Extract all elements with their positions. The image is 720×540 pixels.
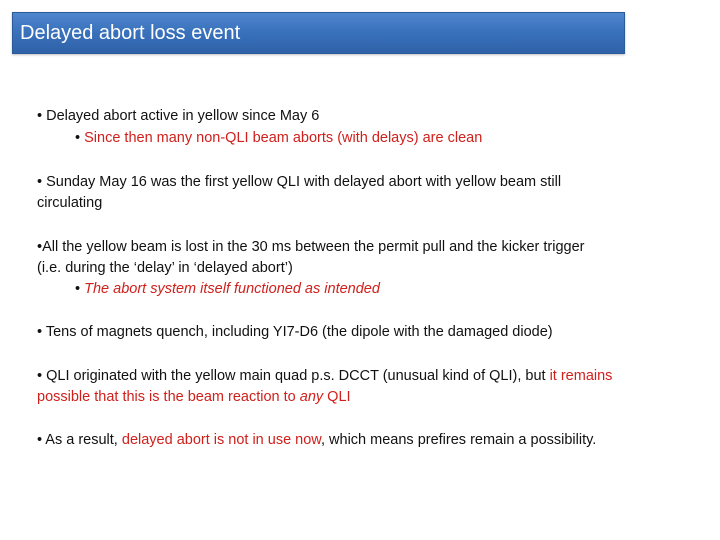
sub-bullet-marker: •: [75, 281, 81, 297]
bullet-sunday-line1: • Sunday May 16 was the first yellow QLI with delayed abort with yellow beam still: [37, 174, 562, 190]
bullet-qli-origin-line1: [37, 366, 612, 386]
qli-origin-line2-suffix: QLI: [323, 389, 351, 405]
sub-bullet-clean-aborts: [75, 128, 482, 148]
bullet-beam-lost-line1: •All the yellow beam is lost in the 30 ms between the permit pull and the kicker trigger: [37, 239, 585, 255]
sub-bullet-abort-system-text: The abort system itself functioned as intended: [84, 281, 380, 297]
bullet-beam-lost-line2: (i.e. during the ‘delay’ in ‘delayed abort’): [37, 260, 293, 276]
result-prefix: • As a result,: [37, 432, 122, 448]
bullet-magnets-quench: • Tens of magnets quench, including YI7-D6 (the dipole with the damaged diode): [37, 324, 553, 340]
qli-origin-red: it remains: [549, 368, 613, 384]
result-red: delayed abort is not in use now: [121, 432, 321, 448]
bullet-qli-origin-line2: [37, 387, 351, 407]
sub-bullet-clean-aborts-text: Since then many non-QLI beam aborts (with delays) are clean: [84, 130, 483, 146]
qli-origin-line2-prefix: possible that this is the beam reaction to: [37, 389, 300, 405]
bullet-delayed-abort-active: • Delayed abort active in yellow since May 6: [37, 108, 320, 124]
qli-origin-line2-italic: any: [299, 389, 324, 405]
bullet-result: [37, 430, 596, 450]
sub-bullet-marker: •: [75, 130, 81, 146]
bullet-sunday-line2: circulating: [37, 195, 103, 211]
slide-title-bar: [12, 12, 625, 54]
result-suffix: , which means prefires remain a possibility.: [320, 432, 597, 448]
qli-origin-prefix: • QLI originated with the yellow main quad p.s. DCCT (unusual kind of QLI), but: [37, 368, 550, 384]
sub-bullet-abort-system: [75, 279, 380, 299]
slide-title: Delayed abort loss event: [20, 22, 241, 44]
